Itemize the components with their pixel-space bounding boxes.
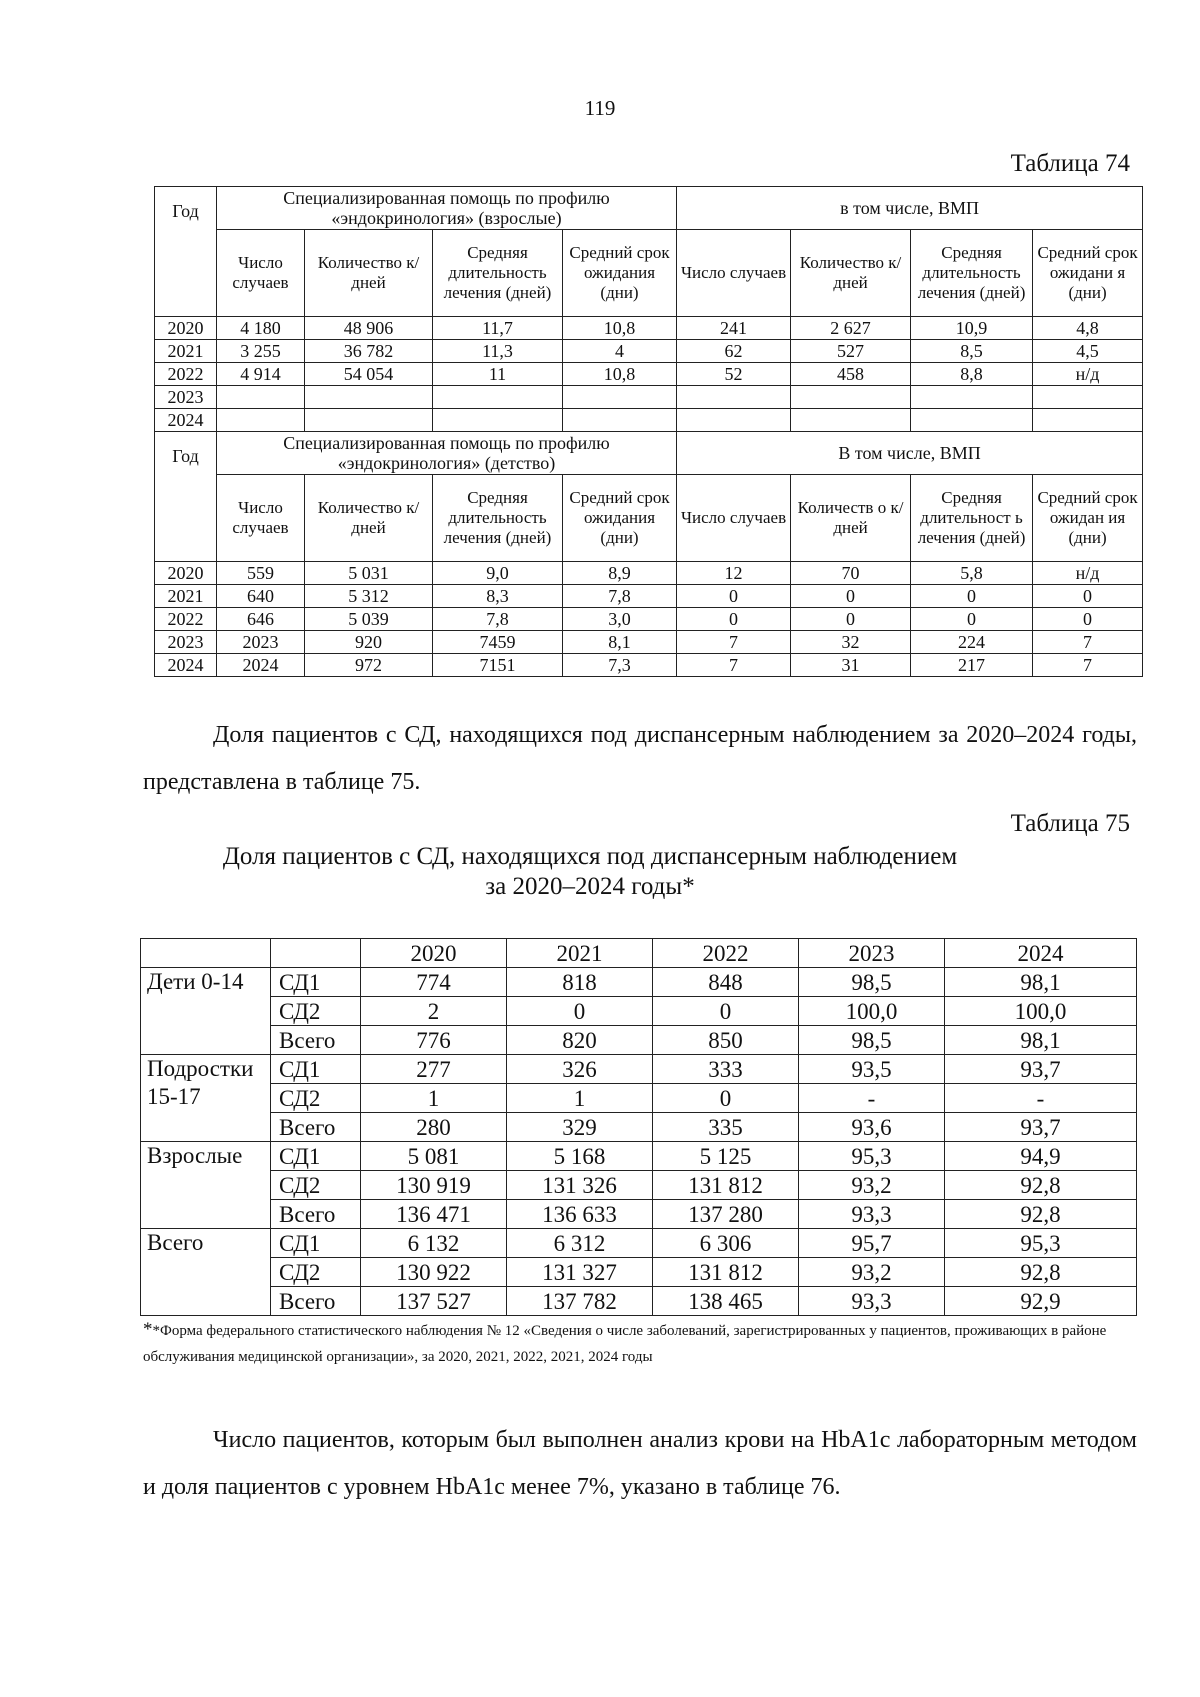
year-cell: 2023 — [155, 386, 217, 409]
table-cell — [791, 409, 911, 432]
year-header: 2024 — [945, 939, 1137, 968]
table-cell: 95,7 — [799, 1229, 945, 1258]
table-cell: 54 054 — [305, 363, 433, 386]
table-cell: 93,3 — [799, 1287, 945, 1316]
table-cell: 94,9 — [945, 1142, 1137, 1171]
table-row — [141, 968, 1137, 997]
group-label: Дети 0-14 — [141, 968, 271, 1055]
table-75-header-row — [141, 939, 1137, 968]
table-cell: 137 782 — [507, 1287, 653, 1316]
diabetes-type-cell: Всего — [271, 1026, 361, 1055]
diabetes-type-cell: СД2 — [271, 1258, 361, 1287]
year-cell: 2023 — [155, 631, 217, 654]
table-cell: 131 812 — [653, 1171, 799, 1200]
table-cell: 1 — [507, 1084, 653, 1113]
table-row — [155, 562, 1143, 585]
column-header: Средняя длительность лечения (дней) — [433, 230, 563, 317]
table-cell: 217 — [911, 654, 1033, 677]
table-row — [155, 363, 1143, 386]
year-header: 2021 — [507, 939, 653, 968]
table-cell: 5 039 — [305, 608, 433, 631]
table-cell: 972 — [305, 654, 433, 677]
table-cell — [305, 409, 433, 432]
table-cell: 920 — [305, 631, 433, 654]
table-row — [141, 1287, 1137, 1316]
table-cell: 820 — [507, 1026, 653, 1055]
table-cell: 95,3 — [945, 1229, 1137, 1258]
table-cell: 8,5 — [911, 340, 1033, 363]
diabetes-type-cell: Всего — [271, 1200, 361, 1229]
table-row — [155, 340, 1143, 363]
table-cell: 93,3 — [799, 1200, 945, 1229]
diabetes-type-cell: СД1 — [271, 1142, 361, 1171]
table-cell: 10,8 — [563, 317, 677, 340]
group-label: Подростки 15-17 — [141, 1055, 271, 1142]
table-cell: 10,9 — [911, 317, 1033, 340]
table-row — [141, 1171, 1137, 1200]
table-75-caption: Таблица 75 — [1010, 810, 1130, 837]
table-cell: 7,8 — [563, 585, 677, 608]
table-cell: 5 081 — [361, 1142, 507, 1171]
table-cell: н/д — [1033, 363, 1143, 386]
column-header: Средний срок ожидани я (дни) — [1033, 230, 1143, 317]
diabetes-type-cell: СД2 — [271, 997, 361, 1026]
table-cell: 7,8 — [433, 608, 563, 631]
table-cell: 93,6 — [799, 1113, 945, 1142]
table-cell: 850 — [653, 1026, 799, 1055]
table-cell: 8,9 — [563, 562, 677, 585]
table-cell: 527 — [791, 340, 911, 363]
column-header: Средний срок ожидан ия (дни) — [1033, 475, 1143, 562]
table-cell: 0 — [911, 585, 1033, 608]
table-cell: 98,5 — [799, 968, 945, 997]
table-cell — [677, 386, 791, 409]
table-cell: 458 — [791, 363, 911, 386]
year-header: Год — [155, 187, 217, 317]
table-cell: 0 — [507, 997, 653, 1026]
table-cell — [217, 409, 305, 432]
column-header: Число случаев — [677, 230, 791, 317]
year-cell: 2024 — [155, 654, 217, 677]
year-header: 2022 — [653, 939, 799, 968]
table-cell: 8,3 — [433, 585, 563, 608]
group-label: Всего — [141, 1229, 271, 1316]
year-cell: 2020 — [155, 562, 217, 585]
table-cell: 3 255 — [217, 340, 305, 363]
table-75 — [140, 938, 1137, 1316]
table-cell: 277 — [361, 1055, 507, 1084]
table-cell: 848 — [653, 968, 799, 997]
table-cell: 0 — [791, 585, 911, 608]
table-row — [141, 1200, 1137, 1229]
table-cell: 7 — [677, 631, 791, 654]
column-header: Средняя длительност ь лечения (дней) — [911, 475, 1033, 562]
table-cell: 36 782 — [305, 340, 433, 363]
footnote — [143, 1317, 1137, 1370]
table-cell: 31 — [791, 654, 911, 677]
table-row — [141, 1026, 1137, 1055]
table-row — [155, 409, 1143, 432]
year-header: 2020 — [361, 939, 507, 968]
year-cell: 2022 — [155, 363, 217, 386]
table-cell: - — [799, 1084, 945, 1113]
table-cell: 7 — [677, 654, 791, 677]
diabetes-type-cell: СД1 — [271, 1055, 361, 1084]
page-number: 119 — [584, 96, 616, 120]
table-cell: 818 — [507, 968, 653, 997]
table-cell: 131 327 — [507, 1258, 653, 1287]
table-cell: 4 180 — [217, 317, 305, 340]
table-74 — [154, 186, 1143, 677]
table-row — [155, 654, 1143, 677]
table-cell: 100,0 — [799, 997, 945, 1026]
column-header: Количество к/дней — [305, 475, 433, 562]
column-header: Количеств о к/дней — [791, 475, 911, 562]
column-header: Число случаев — [677, 475, 791, 562]
table-cell: 93,2 — [799, 1258, 945, 1287]
table-75-title — [130, 842, 1050, 902]
table-cell: 646 — [217, 608, 305, 631]
table-cell — [911, 409, 1033, 432]
table-row — [155, 317, 1143, 340]
table-cell: 136 471 — [361, 1200, 507, 1229]
table-cell — [433, 409, 563, 432]
table-cell: 93,7 — [945, 1055, 1137, 1084]
table-cell: 131 326 — [507, 1171, 653, 1200]
year-cell: 2024 — [155, 409, 217, 432]
table-row — [141, 1055, 1137, 1084]
diabetes-type-cell: СД1 — [271, 1229, 361, 1258]
table-cell: 9,0 — [433, 562, 563, 585]
table-cell: 130 919 — [361, 1171, 507, 1200]
table-cell: 0 — [791, 608, 911, 631]
table-row — [141, 1142, 1137, 1171]
table-cell — [1033, 409, 1143, 432]
table-cell: 48 906 — [305, 317, 433, 340]
column-header: Число случаев — [217, 230, 305, 317]
vmp-title: в том числе, ВМП — [677, 187, 1143, 230]
table-cell: 1 — [361, 1084, 507, 1113]
table-cell: 92,8 — [945, 1200, 1137, 1229]
table-cell: 0 — [911, 608, 1033, 631]
table-cell: 7 — [1033, 654, 1143, 677]
table-cell: 137 527 — [361, 1287, 507, 1316]
diabetes-type-cell: СД1 — [271, 968, 361, 997]
table-cell: 136 633 — [507, 1200, 653, 1229]
table-cell: 11,7 — [433, 317, 563, 340]
table-cell: 7,3 — [563, 654, 677, 677]
table-cell — [217, 386, 305, 409]
table-cell: 137 280 — [653, 1200, 799, 1229]
table-cell: 8,8 — [911, 363, 1033, 386]
table-cell: 10,8 — [563, 363, 677, 386]
table-cell: 776 — [361, 1026, 507, 1055]
table-cell: 640 — [217, 585, 305, 608]
table-cell: 2023 — [217, 631, 305, 654]
table-cell: 4 914 — [217, 363, 305, 386]
table-row — [155, 631, 1143, 654]
table-74-column-row — [155, 230, 1143, 317]
table-cell: 329 — [507, 1113, 653, 1142]
footnote-text: *Форма федерального статистического наблюдения № 12 «Сведения о числе заболеваний, зарегистрированных у пациентов, проживающих в районе обслуживания медицинской организации», за 2020, 2021, 2022, 2021, 2024 годы — [143, 1323, 1107, 1365]
table-74-header-row — [155, 432, 1143, 475]
table-cell: 93,2 — [799, 1171, 945, 1200]
paragraph-intro-table-76: Число пациентов, которым был выполнен анализ крови на HbA1c лабораторным методом и доля пациентов с уровнем HbA1c менее 7%, указано в таблице 76. — [143, 1427, 1137, 1500]
table-cell: 0 — [677, 608, 791, 631]
table-cell — [791, 386, 911, 409]
table-cell: 32 — [791, 631, 911, 654]
table-75-title-line1: Доля пациентов с СД, находящихся под диспансерным наблюдением — [222, 843, 958, 870]
table-cell: 8,1 — [563, 631, 677, 654]
table-row — [155, 585, 1143, 608]
empty-header-cell — [141, 939, 271, 968]
table-cell: 4,8 — [1033, 317, 1143, 340]
table-cell: 7459 — [433, 631, 563, 654]
table-cell: 6 132 — [361, 1229, 507, 1258]
table-row — [141, 1229, 1137, 1258]
table-cell: н/д — [1033, 562, 1143, 585]
table-row — [141, 997, 1137, 1026]
table-cell: 11,3 — [433, 340, 563, 363]
table-cell: 3,0 — [563, 608, 677, 631]
diabetes-type-cell: Всего — [271, 1113, 361, 1142]
diabetes-type-cell: Всего — [271, 1287, 361, 1316]
table-cell: 333 — [653, 1055, 799, 1084]
table-row — [141, 1084, 1137, 1113]
paragraph-intro-table-75: Доля пациентов с СД, находящихся под диспансерным наблюдением за 2020–2024 годы, представлена в таблице 75. — [143, 722, 1137, 795]
table-cell: 6 312 — [507, 1229, 653, 1258]
year-header: Год — [155, 432, 217, 562]
column-header: Количество к/дней — [791, 230, 911, 317]
table-cell: 92,8 — [945, 1171, 1137, 1200]
diabetes-type-cell: СД2 — [271, 1171, 361, 1200]
table-cell — [305, 386, 433, 409]
year-cell: 2021 — [155, 340, 217, 363]
table-cell: - — [945, 1084, 1137, 1113]
table-cell: 12 — [677, 562, 791, 585]
table-cell: 98,1 — [945, 1026, 1137, 1055]
table-cell: 70 — [791, 562, 911, 585]
empty-header-cell — [271, 939, 361, 968]
table-cell: 6 306 — [653, 1229, 799, 1258]
year-header: 2023 — [799, 939, 945, 968]
table-cell — [677, 409, 791, 432]
section-title: Специализированная помощь по профилю «эндокринология» (детство) — [217, 432, 677, 475]
table-75-title-line2: за 2020–2024 годы* — [485, 873, 695, 900]
table-cell: 280 — [361, 1113, 507, 1142]
column-header: Число случаев — [217, 475, 305, 562]
table-cell: 5 312 — [305, 585, 433, 608]
table-cell: 5,8 — [911, 562, 1033, 585]
table-74-header-row — [155, 187, 1143, 230]
footnote-mark: * — [143, 1319, 153, 1340]
table-cell: 7 — [1033, 631, 1143, 654]
table-cell — [563, 409, 677, 432]
column-header: Средний срок ожидания (дни) — [563, 230, 677, 317]
table-cell: 2024 — [217, 654, 305, 677]
table-cell: 92,9 — [945, 1287, 1137, 1316]
year-cell: 2020 — [155, 317, 217, 340]
section-title: Специализированная помощь по профилю «эндокринология» (взрослые) — [217, 187, 677, 230]
table-cell: 2 627 — [791, 317, 911, 340]
table-cell — [911, 386, 1033, 409]
table-cell: 335 — [653, 1113, 799, 1142]
table-cell: 4 — [563, 340, 677, 363]
table-cell: 93,5 — [799, 1055, 945, 1084]
table-cell: 0 — [653, 997, 799, 1026]
year-cell: 2021 — [155, 585, 217, 608]
table-cell: 95,3 — [799, 1142, 945, 1171]
table-cell: 4,5 — [1033, 340, 1143, 363]
table-cell — [1033, 386, 1143, 409]
table-cell: 98,5 — [799, 1026, 945, 1055]
table-cell: 62 — [677, 340, 791, 363]
table-cell: 774 — [361, 968, 507, 997]
table-cell: 0 — [677, 585, 791, 608]
table-row — [141, 1113, 1137, 1142]
table-cell: 98,1 — [945, 968, 1137, 997]
table-cell: 130 922 — [361, 1258, 507, 1287]
table-cell: 559 — [217, 562, 305, 585]
table-row — [141, 1258, 1137, 1287]
column-header: Количество к/дней — [305, 230, 433, 317]
table-cell: 241 — [677, 317, 791, 340]
column-header: Средний срок ожидания (дни) — [563, 475, 677, 562]
table-cell: 326 — [507, 1055, 653, 1084]
table-cell: 11 — [433, 363, 563, 386]
table-cell: 7151 — [433, 654, 563, 677]
table-cell — [433, 386, 563, 409]
table-row — [155, 608, 1143, 631]
vmp-title: В том числе, ВМП — [677, 432, 1143, 475]
table-cell: 93,7 — [945, 1113, 1137, 1142]
table-74-caption: Таблица 74 — [1010, 150, 1130, 177]
table-cell: 100,0 — [945, 997, 1137, 1026]
column-header: Средняя длительность лечения (дней) — [433, 475, 563, 562]
table-cell: 5 168 — [507, 1142, 653, 1171]
column-header: Средняя длительность лечения (дней) — [911, 230, 1033, 317]
table-cell: 92,8 — [945, 1258, 1137, 1287]
table-cell — [563, 386, 677, 409]
table-74-column-row — [155, 475, 1143, 562]
table-row — [155, 386, 1143, 409]
table-cell: 0 — [653, 1084, 799, 1113]
diabetes-type-cell: СД2 — [271, 1084, 361, 1113]
group-label: Взрослые — [141, 1142, 271, 1229]
table-cell: 52 — [677, 363, 791, 386]
table-cell: 224 — [911, 631, 1033, 654]
table-cell: 5 031 — [305, 562, 433, 585]
table-cell: 0 — [1033, 608, 1143, 631]
table-cell: 138 465 — [653, 1287, 799, 1316]
table-cell: 131 812 — [653, 1258, 799, 1287]
table-cell: 0 — [1033, 585, 1143, 608]
table-cell: 5 125 — [653, 1142, 799, 1171]
table-cell: 2 — [361, 997, 507, 1026]
year-cell: 2022 — [155, 608, 217, 631]
